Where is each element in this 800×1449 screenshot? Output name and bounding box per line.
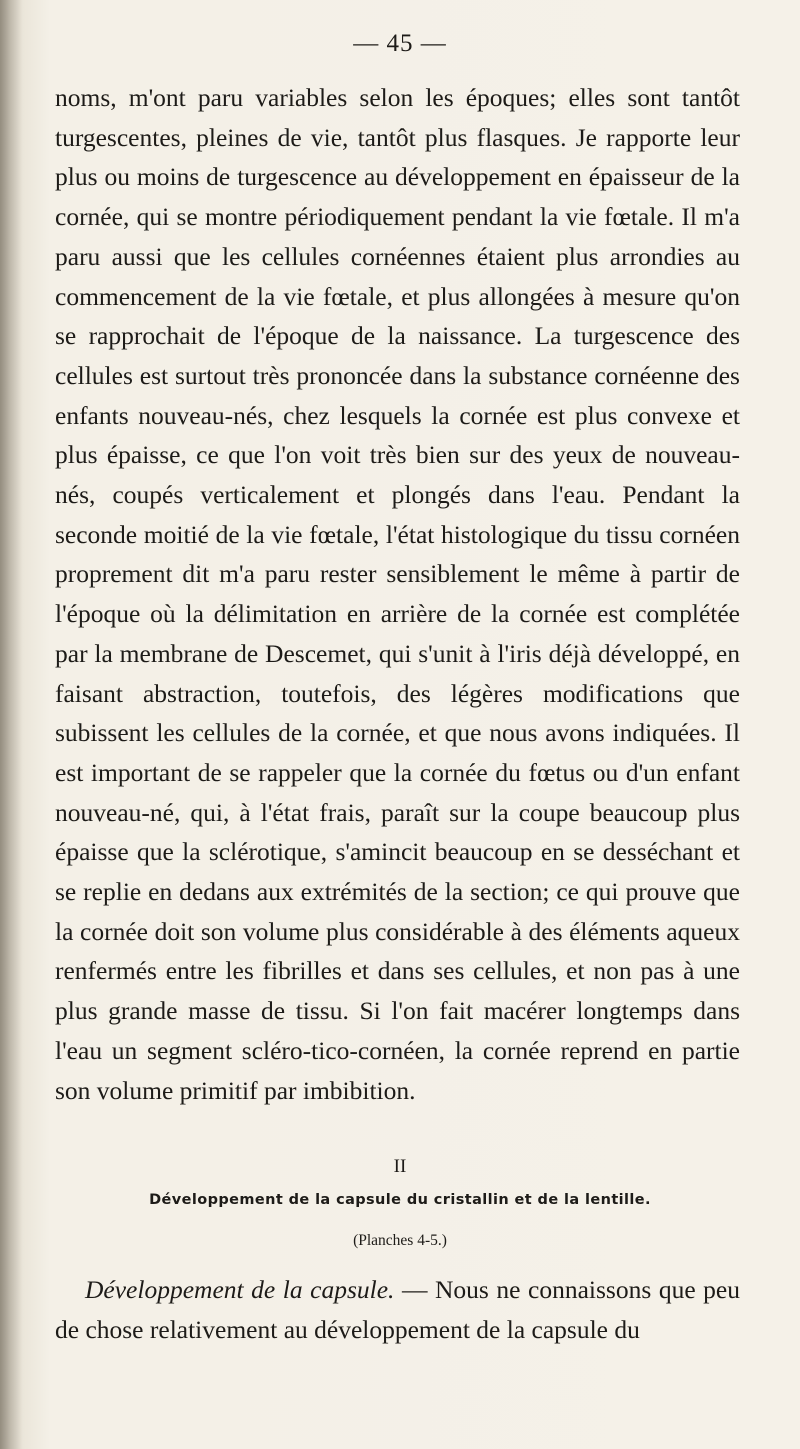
- main-text-block: [55, 78, 740, 1110]
- section-text-block: [55, 1270, 740, 1349]
- page-number: — 45 —: [353, 30, 447, 57]
- paragraph-cornea: noms, m'ont paru variables selon les époques; elles sont tantôt turgescentes, pleines de vie, tantôt plus flasques. Je rapporte leur plus ou moins de turgescence au développement en épaisseur de la cornée, qui se montre périodiquement pendant la vie fœtale. Il m'a paru aussi que les cellules cornéennes étaient plus arrondies au commencement de la vie fœtale, et plus allongées à mesure qu'on se rapprochait de l'époque de la naissance. La turgescence des cellules est surtout très prononcée dans la substance cornéenne des enfants nouveau-nés, chez lesquels la cornée est plus convexe et plus épaisse, ce que l'on voit très bien sur des yeux de nouveau-nés, coupés verticalement et plongés dans l'eau. Pendant la seconde moitié de la vie fœtale, l'état histologique du tissu cornéen proprement dit m'a paru rester sensiblement le même à partir de l'époque où la délimitation en arrière de la cornée est complétée par la membrane de Descemet, qui s'unit à l'iris déjà développé, en faisant abstraction, toutefois, des légères modifications que subissent les cellules de la cornée, et que nous avons indiquées. Il est important de se rappeler que la cornée du fœtus ou d'un enfant nouveau-né, qui, à l'état frais, paraît sur la coupe beaucoup plus épaisse que la sclérotique, s'amincit beaucoup en se desséchant et se replie en dedans aux extrémités de la section; ce qui prouve que la cornée doit son volume plus considérable à des éléments aqueux renfermés entre les fibrilles et dans ses cellules, et non pas à une plus grande masse de tissu. Si l'on fait macérer longtemps dans l'eau un segment scléro-tico-cornéen, la cornée reprend en partie son volume primitif par imbibition.: [55, 83, 740, 1105]
- section-title: Développement de la capsule du cristallin et de la lentille.: [149, 1192, 651, 1208]
- paragraph-capsule: [55, 1270, 740, 1349]
- section-number: II: [393, 1156, 407, 1177]
- plates-reference: (Planches 4-5.): [353, 1232, 447, 1249]
- paragraph-capsule-text: — Nous ne connaissons que peu de chose relativement au développement de la capsule du: [55, 1275, 740, 1344]
- runin-heading: Développement de la capsule.: [85, 1275, 395, 1304]
